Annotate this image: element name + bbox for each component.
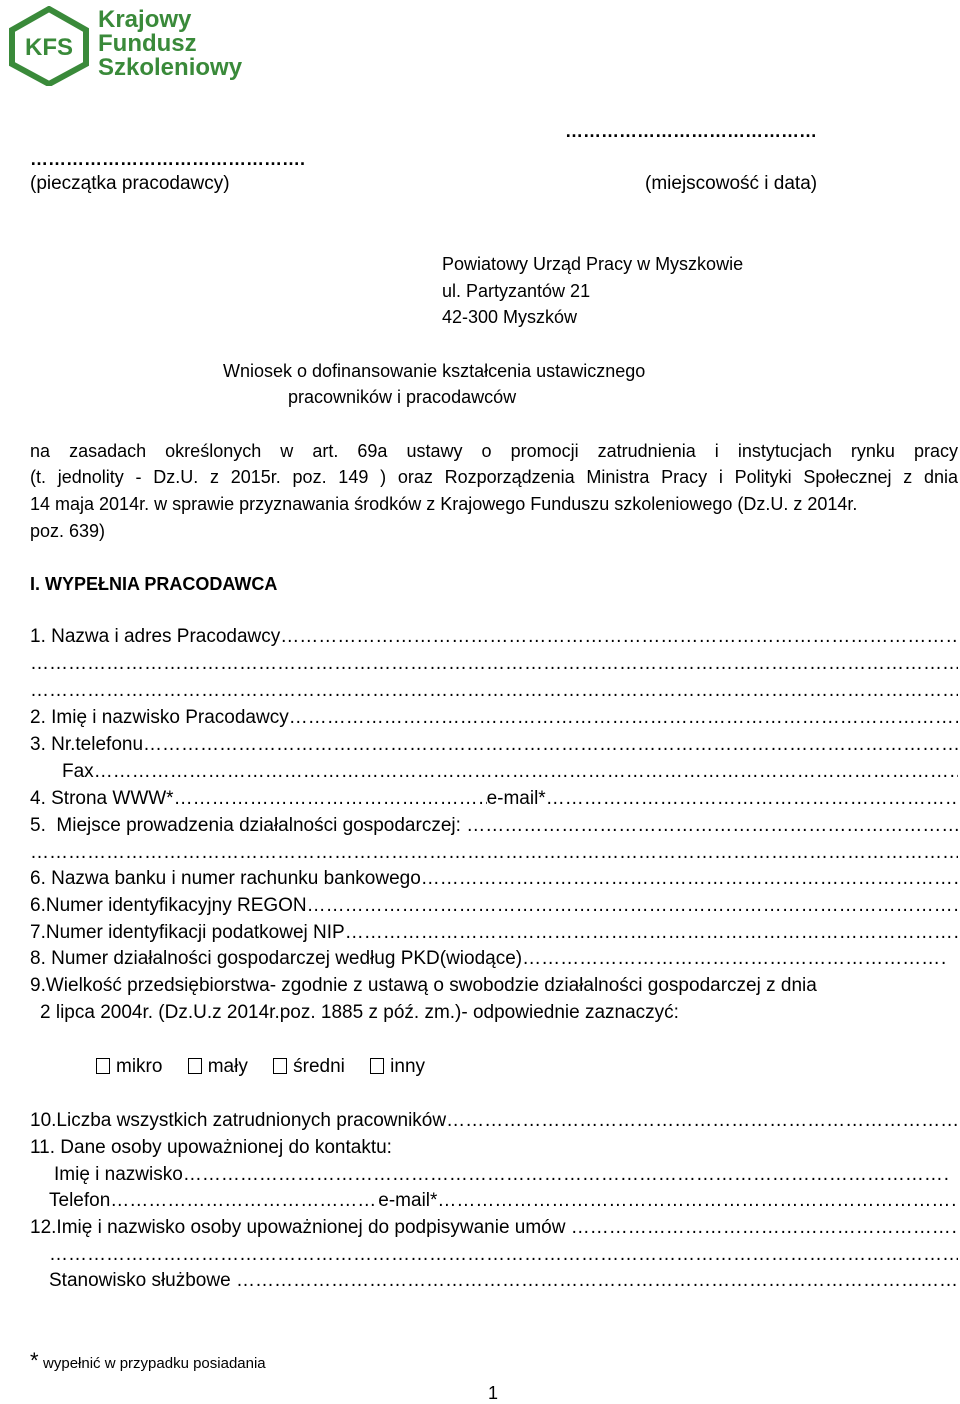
fill-line	[143, 733, 958, 757]
checkbox-mikro[interactable]	[96, 1058, 110, 1074]
fill-line-authorized-person[interactable]	[49, 1243, 958, 1267]
company-size-options	[96, 1055, 445, 1079]
field-company-size-label-2: 2 lipca 2004r. (Dz.U.z 2014r.poz. 1885 z póź. zm.)- odpowiednie zaznaczyć:	[40, 1002, 679, 1023]
fill-line	[280, 625, 958, 649]
field-fax[interactable]	[62, 760, 958, 784]
field-label: 3. Nr.telefonu	[30, 734, 144, 755]
fill-line	[236, 1269, 958, 1293]
intro-line-3: 14 maja 2014r. w sprawie przyznawania środków z Krajowego Funduszu szkoleniowego (Dz.U. z 2014r.	[30, 494, 858, 514]
fill-line	[466, 814, 958, 838]
field-authorized-person[interactable]	[30, 1216, 958, 1240]
date-label: (miejscowość i data)	[645, 173, 818, 194]
checkbox-maly[interactable]	[188, 1058, 202, 1074]
checkbox-inny[interactable]	[370, 1058, 384, 1074]
fill-line	[307, 894, 958, 918]
fill-line-business-place[interactable]	[30, 841, 958, 865]
logo-line-3: Szkoleniowy	[98, 54, 243, 81]
recipient-line-2: ul. Partyzantów 21	[442, 281, 591, 301]
intro-line-4: poz. 639)	[30, 521, 106, 541]
field-phone[interactable]	[30, 733, 958, 757]
title-line-2: pracowników i pracodawców	[288, 387, 517, 407]
field-label: 6. Nazwa banku i numer rachunku bankowego	[30, 868, 421, 889]
fill-line	[437, 1189, 958, 1213]
field-contact-name[interactable]	[54, 1163, 950, 1187]
fill-line	[183, 1163, 950, 1187]
fill-line	[522, 947, 948, 971]
field-label: 8. Numer działalności gospodarczej według PKD(wiodące)	[30, 948, 523, 969]
fill-line	[421, 867, 958, 891]
field-position[interactable]	[49, 1269, 958, 1293]
field-label: Fax	[62, 761, 94, 782]
fill-line	[110, 1189, 378, 1213]
field-regon[interactable]	[30, 894, 958, 918]
fill-line	[94, 760, 958, 784]
logo-line-2: Fundusz	[98, 30, 197, 57]
kfs-shield-icon	[8, 6, 90, 86]
kfs-logo	[8, 6, 248, 86]
field-label: 7.Numer identyfikacji podatkowej NIP	[30, 922, 345, 943]
option-label: mały	[207, 1056, 248, 1077]
fill-line	[571, 1216, 958, 1240]
field-label: 10.Liczba wszystkich zatrudnionych pracowników	[30, 1110, 447, 1131]
field-label: 4. Strona WWW*	[30, 788, 174, 809]
field-bank-account[interactable]	[30, 867, 958, 891]
date-dots: ……………………………………	[565, 121, 817, 141]
field-label-email: e-mail*	[378, 1190, 438, 1211]
field-employer-person[interactable]	[30, 706, 958, 730]
intro-line-2: (t. jednolity - Dz.U. z 2015r. poz. 149 ) oraz Rozporządzenia Ministra Pracy i Polityki Społecznej z dnia	[30, 467, 958, 487]
field-employer-name[interactable]	[30, 625, 958, 649]
logo-line-1: Krajowy	[98, 6, 192, 33]
field-pkd[interactable]	[30, 947, 948, 971]
field-label: Stanowisko służbowe	[49, 1270, 236, 1291]
field-label: Telefon	[49, 1190, 111, 1211]
checkbox-sredni[interactable]	[273, 1058, 287, 1074]
field-label: Imię i nazwisko	[54, 1164, 183, 1185]
stamp-label: (pieczątka pracodawcy)	[30, 173, 230, 194]
field-label: 12.Imię i nazwisko osoby upoważnionej do podpisywanie umów	[30, 1217, 571, 1238]
field-business-place[interactable]	[30, 814, 958, 838]
footnote-star: *	[30, 1348, 39, 1373]
fill-line-address-2[interactable]	[30, 679, 958, 703]
fill-line	[345, 921, 958, 945]
stamp-dots: ……………………………………….	[30, 149, 306, 169]
field-company-size-label: 9.Wielkość przedsiębiorstwa- zgodnie z ustawą o swobodzie działalności gospodarczej z dnia	[30, 975, 817, 996]
footnote-text: wypełnić w przypadku posiadania	[43, 1355, 266, 1372]
field-www-email[interactable]	[30, 787, 958, 811]
option-maly[interactable]	[188, 1056, 248, 1077]
fill-line	[174, 787, 487, 811]
fill-line	[289, 706, 958, 730]
option-label: średni	[293, 1056, 345, 1077]
field-nip[interactable]	[30, 921, 958, 945]
field-employee-count[interactable]	[30, 1109, 958, 1133]
logo-mark: KFS	[25, 34, 73, 61]
fill-line	[546, 787, 958, 811]
field-label: 5. Miejsce prowadzenia działalności gospodarczej:	[30, 815, 467, 836]
option-inny[interactable]	[370, 1056, 425, 1077]
footnote	[30, 1348, 266, 1374]
field-label: 1. Nazwa i adres Pracodawcy	[30, 626, 281, 647]
option-mikro[interactable]	[96, 1056, 162, 1077]
field-contact-heading: 11. Dane osoby upoważnionej do kontaktu:	[30, 1137, 392, 1158]
fill-line-address-1[interactable]	[30, 652, 958, 676]
option-sredni[interactable]	[273, 1056, 345, 1077]
title-line-1: Wniosek o dofinansowanie kształcenia ustawicznego	[223, 361, 646, 381]
fill-line	[446, 1109, 958, 1133]
recipient-line-1: Powiatowy Urząd Pracy w Myszkowie	[442, 254, 744, 274]
page-number: 1	[488, 1383, 499, 1403]
field-contact-phone-email[interactable]	[49, 1189, 958, 1213]
field-label-email: e-mail*	[486, 788, 546, 809]
field-label: 2. Imię i nazwisko Pracodawcy	[30, 707, 289, 728]
field-label: 6.Numer identyfikacyjny REGON	[30, 895, 307, 916]
section-heading: I. WYPEŁNIA PRACODAWCA	[30, 574, 278, 594]
option-label: mikro	[116, 1056, 163, 1077]
option-label: inny	[390, 1056, 426, 1077]
intro-line-1: na zasadach określonych w art. 69a ustawy o promocji zatrudnienia i instytucjach rynku pracy	[30, 441, 958, 461]
recipient-line-3: 42-300 Myszków	[442, 307, 578, 327]
